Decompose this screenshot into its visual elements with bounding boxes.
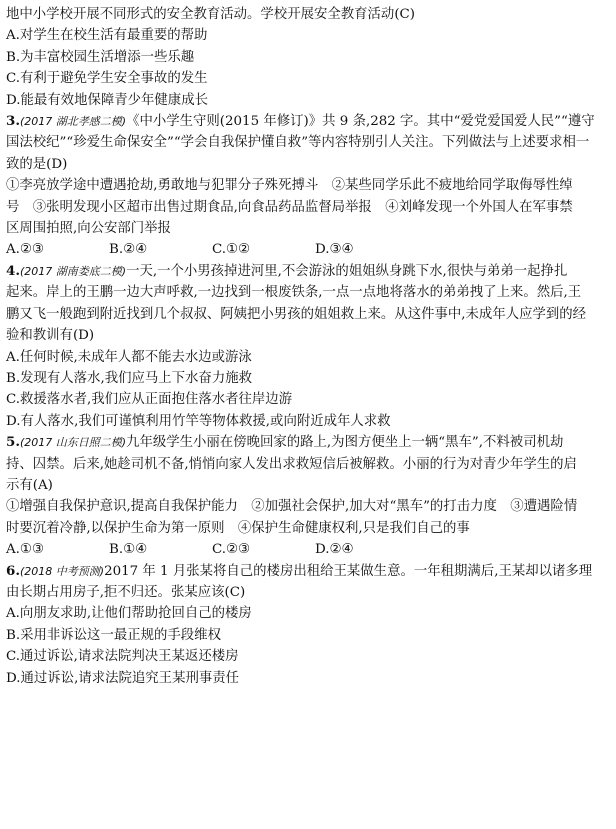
option-c: C.②③ xyxy=(212,542,251,558)
option-d: D.有人落水,我们可谨慎利用竹竿等物体救援,或向附近成年人求救 xyxy=(6,413,391,429)
question-stem: 示有(A) xyxy=(6,477,53,493)
statement-list: 时要沉着冷静,以保护生命为第一原则 ④保护生命健康权利,只是我们自己的事 xyxy=(6,520,470,536)
question-3 xyxy=(6,111,608,261)
option-a: A.对学生在校生活有最重要的帮助 xyxy=(6,28,208,44)
question-stem: 一天,一个小男孩掉进河里,不会游泳的姐姐纵身跳下水,很快与弟弟一起挣扎 xyxy=(126,263,568,279)
options-row xyxy=(6,539,608,560)
question-stem: 持、囚禁。后来,她趁司机不备,悄悄向家人发出求救短信后被解救。小丽的行为对青少年学生的启 xyxy=(6,456,577,472)
question-page xyxy=(6,4,608,689)
question-source: (2017 湖北孝感二模) xyxy=(19,115,127,129)
option-d: D.③④ xyxy=(315,242,354,258)
option-b: B.②④ xyxy=(109,242,148,258)
option-c: C.有利于避免学生安全事故的发生 xyxy=(6,71,208,87)
statement-list: ①李亮放学途中遭遇抢劫,勇敢地与犯罪分子殊死搏斗 ②某些同学乐此不疲地给同学取侮辱性绰 xyxy=(6,178,573,194)
question-number: 5. xyxy=(6,434,20,451)
question-continued xyxy=(6,4,608,111)
option-a: A.任何时候,未成年人都不能去水边或游泳 xyxy=(6,349,252,365)
statement-list: ①增强自我保护意识,提高自我保护能力 ②加强社会保护,加大对“黑车”的打击力度 ③遭遇险情 xyxy=(6,499,578,515)
question-stem: 鹏又飞一般跑到附近找到几个叔叔、阿姨把小男孩的姐姐救上来。从这件事中,未成年人应学到的经 xyxy=(6,306,587,322)
question-source: (2017 山东日照二模) xyxy=(19,436,127,450)
question-number: 4. xyxy=(6,262,20,279)
option-b: B.采用非诉讼这一最正规的手段维权 xyxy=(6,627,221,643)
option-a: A.①③ xyxy=(6,542,44,558)
option-d: D.②④ xyxy=(315,542,354,558)
question-source: (2018 中考预测) xyxy=(19,564,105,578)
option-b: B.为丰富校园生活增添一些乐趣 xyxy=(6,49,195,65)
option-a: A.向朋友求助,让他们帮助抢回自己的楼房 xyxy=(6,606,252,622)
question-4 xyxy=(6,261,608,432)
option-c: C.①② xyxy=(212,242,251,258)
statement-list: 号 ③张明发现小区超市出售过期食品,向食品药品监督局举报 ④刘峰发现一个外国人在军事禁 xyxy=(6,199,573,215)
option-d: D.能最有效地保障青少年健康成长 xyxy=(6,92,208,108)
option-d: D.通过诉讼,请求法院追究王某刑事责任 xyxy=(6,670,240,686)
question-stem: 九年级学生小丽在傍晚回家的路上,为图方便坐上一辆“黑车”,不料被司机劫 xyxy=(126,435,564,451)
question-number: 6. xyxy=(6,562,20,579)
question-number: 3. xyxy=(6,113,20,130)
options-row xyxy=(6,239,608,260)
option-b: B.①④ xyxy=(109,542,148,558)
question-tail: 地中小学校开展不同形式的安全教育活动。学校开展安全教育活动(C) xyxy=(6,7,416,22)
question-stem: 《中小学生守则(2015 年修订)》共 9 条,282 字。其中“爱党爱国爱人民”“遵守 xyxy=(126,114,595,130)
question-stem: 由长期占用房子,拒不归还。张某应该(C) xyxy=(6,584,246,600)
question-stem: 起来。岸上的王鹏一边大声呼救,一边找到一根废铁条,一点一点地将落水的弟弟拽了上来。然后,王 xyxy=(6,285,582,301)
question-stem: 验和教训有(D) xyxy=(6,328,95,344)
question-stem: 2017 年 1 月张某将自己的楼房出租给王某做生意。一年租期满后,王某却以诸多理 xyxy=(104,563,593,579)
question-source: (2017 湖南娄底二模) xyxy=(19,264,127,278)
option-c: C.通过诉讼,请求法院判决王某返还楼房 xyxy=(6,649,239,665)
option-c: C.救援落水者,我们应从正面抱住落水者往岸边游 xyxy=(6,392,293,408)
question-stem: 国法校纪”“珍爱生命保安全”“学会自我保护懂自救”等内容特别引人关注。下列做法与上述要求相一 xyxy=(6,135,590,151)
question-stem: 致的是(D) xyxy=(6,156,68,172)
question-6 xyxy=(6,561,608,689)
option-a: A.②③ xyxy=(6,242,44,258)
question-5 xyxy=(6,432,608,560)
option-b: B.发现有人落水,我们应马上下水奋力施救 xyxy=(6,370,252,386)
statement-list: 区周围拍照,向公安部门举报 xyxy=(6,221,171,237)
